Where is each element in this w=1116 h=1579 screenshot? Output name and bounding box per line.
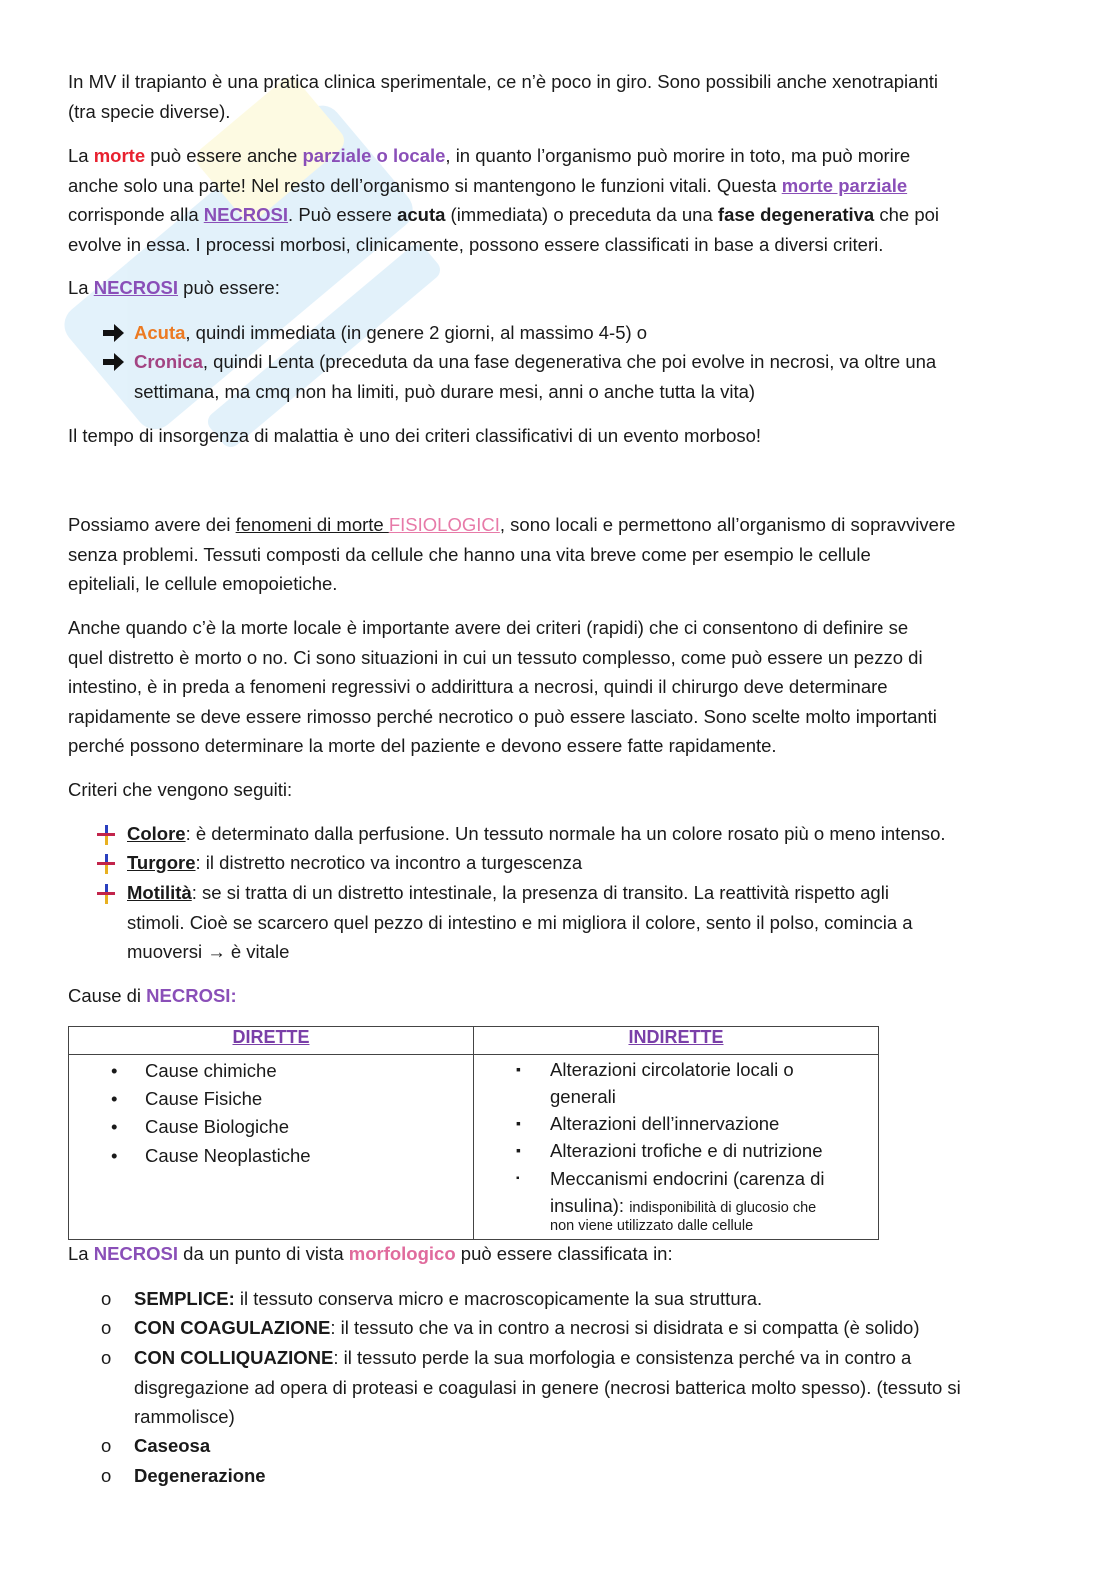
term-necrosi: NECROSI [203, 204, 289, 225]
text-line: epiteliali, le cellule emopoietiche. [68, 573, 338, 594]
list-item: Cause Fisiche [145, 1088, 263, 1109]
text-line: corrisponde alla NECROSI. Può essere acuta (immediata) o preceduta da una fase degenerativa che poi [68, 204, 940, 225]
text-line: quel distretto è morto o no. Ci sono situazioni in cui un tessuto complesso, come può essere un pezzo di [68, 646, 923, 668]
square-bullet-icon: ▪ [516, 1173, 520, 1184]
table-cell-indirette [474, 1055, 879, 1240]
bullet-icon: • [111, 1116, 118, 1137]
paragraph-cause: Cause di NECROSI: [68, 985, 237, 1006]
circle-bullet-icon: o [101, 1317, 112, 1338]
term-morte-parziale: morte parziale [781, 174, 908, 196]
list-item: insulina): indisponibilità di glucosio che [550, 1195, 817, 1216]
square-bullet-icon: ▪ [516, 1115, 521, 1131]
document-page: In MV il trapianto è una pratica clinica sperimentale, ce n’è poco in giro. Sono possibili anche xenotrapianti (tra specie diverse). La morte può essere anche parziale o locale, in quanto l’organismo può morire in toto, ma può morire anche solo una parte! Nel resto dell’organismo si mantengono le funzioni vitali. Questa morte parziale corrisponde alla NECROSI. Può essere acuta (immediata) o preceduta da una fase degenerativa che poi evolve in essa. I processi morbosi, clinicamente, possono essere classificati in base a diversi criteri. La NECROSI può essere: Acuta, quindi immediata (in genere 2 giorni, al massimo 4-5) o Cronica, quindi Lenta (preceduta da una fase degenerativa che poi evolve in necrosi, va oltre una settimana, ma cmq non ha limiti, può durare mesi, anni o anche tutta la vita) Il tempo di insorgenza di malattia è uno dei criteri classificativi di un evento morboso! Possiamo avere dei fenomeni di morte FISIOLOGICI, sono locali e permettono all’organismo di sopravvivere senza problemi. Tessuti composti da cellule che hanno una vita breve come per esempio le cellule epiteliali, le cellule emopoietiche. Anche quando c’è la morte locale è importante avere dei criteri (rapidi) che ci consentono di definire se quel distretto è morto o no. Ci sono situazioni in cui un tessuto complesso, come può essere un pezzo di intestino, è in preda a fenomeni regressivi o addirittura a necrosi, quindi il chirurgo deve determinare rapidamente se deve essere rimosso perché necrotico o può essere lasciato. Sono scelte molto importanti perché possono determinare la morte del paziente e devono essere fatte rapidamente. Criteri che vengono seguiti: Colore: è determinato dalla perfusione. Un tessuto normale ha un colore rosato più o meno intenso. Turgore: il distretto necrotico va incontro a turgescenza Motilità: se si tratta di un distretto intestinale, la presenza di transito. La reattività rispetto agli stimoli. Cioè se scarcero quel pezzo di intestino e mi migliora il colore, sento il polso, comincia a muoversi → è vitale Cause di NECROSI: DIRETTE INDIRETTE • Cause chimiche • Cause Fisiche • Cause Biologiche • Cause Neoplastiche ▪ Alterazioni circolatorie locali o generali ▪ Alterazioni dell’innervazione ▪ Alterazioni trofiche e di nutrizione ▪ Meccanismi endocrini (carenza di insulina): indisponibilità di glucosio che non viene utilizzato dalle cellule La NECROSI da un punto di vista morfologico può essere classificata in: o SEMPLICE: il tessuto conserva micro e macroscopicamente la sua struttura. o CON COAGULAZIONE: il tessuto che va in contro a necrosi si disidrata e si compatta (è solido) o CON COLLIQUAZIONE: il tessuto perde la sua morfologia e consistenza perché va in contro a disgregazione ad opera di proteasi e coagulasi in genere (necrosi batterica molto spesso). (tessuto si rammolisce) o Caseosa o Degenerazione [0, 0, 1116, 1579]
text-line: perché possono determinare la morte del paziente e devono essere fatte rapidamente. [68, 735, 777, 756]
text-line: Possiamo avere dei fenomeni di morte FISIOLOGICI, sono locali e permettono all’organismo di sopravvivere [68, 514, 956, 535]
pin-bullet-icon [94, 882, 118, 906]
arrow-right-icon [101, 321, 125, 345]
square-bullet-icon: ▪ [516, 1142, 521, 1158]
paragraph-morte [68, 141, 1068, 259]
pin-bullet-icon [94, 823, 118, 847]
bullet-icon: • [111, 1060, 118, 1081]
paragraph-criteri-seguiti: Criteri che vengono seguiti: [68, 779, 293, 800]
term-parziale: parziale o locale [302, 145, 446, 166]
text-line: evolve in essa. I processi morbosi, clinicamente, possono essere classificati in base a diversi criteri. [68, 233, 884, 255]
text-line: senza problemi. Tessuti composti da cellule che hanno una vita breve come per esempio le cellule [68, 543, 871, 565]
list-item: non viene utilizzato dalle cellule [550, 1218, 754, 1234]
table-header-dirette: DIRETTE [69, 1027, 474, 1055]
list-item: Alterazioni dell’innervazione [550, 1113, 780, 1134]
text-line: rapidamente se deve essere rimosso perché necrotico o può essere lasciato. Sono scelte molto importanti [68, 705, 937, 727]
list-item: Alterazioni trofiche e di nutrizione [550, 1140, 823, 1161]
square-bullet-icon: ▪ [516, 1061, 521, 1077]
term-morte: morte [93, 145, 146, 166]
text-line: In MV il trapianto è una pratica clinica sperimentale, ce n’è poco in giro. Sono possibili anche xenotrapianti [68, 71, 938, 92]
term-necrosi: NECROSI [93, 1243, 179, 1264]
text-line: Anche quando c’è la morte locale è importante avere dei criteri (rapidi) che ci consentono di definire se [68, 617, 909, 638]
list-item: Cause Neoplastiche [145, 1145, 311, 1166]
term-fisiologici: FISIOLOGICI [388, 514, 500, 535]
circle-bullet-icon: o [101, 1288, 112, 1309]
paragraph-morfologico: La NECROSI da un punto di vista morfologico può essere classificata in: [68, 1243, 673, 1264]
term-morfologico: morfologico [348, 1243, 456, 1264]
text-line: La morte può essere anche parziale o locale, in quanto l’organismo può morire in toto, ma può morire [68, 145, 911, 166]
circle-bullet-icon: o [101, 1347, 112, 1368]
pin-bullet-icon [94, 852, 118, 876]
list-item: Alterazioni circolatorie locali o [550, 1059, 794, 1080]
paragraph-tempo: Il tempo di insorgenza di malattia è uno dei criteri classificativi di un evento morboso! [68, 425, 762, 446]
list-item: Cause Biologiche [145, 1116, 289, 1137]
paragraph-fisiologici [68, 510, 1068, 599]
list-item: Cause chimiche [145, 1060, 277, 1081]
table-header-indirette: INDIRETTE [474, 1027, 879, 1055]
bullet-icon: • [111, 1088, 118, 1109]
paragraph-necrosi-puo: La NECROSI può essere: [68, 277, 280, 298]
circle-bullet-icon: o [101, 1435, 112, 1456]
text-line: intestino, è in preda a fenomeni regressivi o addirittura a necrosi, quindi il chirurgo deve determinare [68, 676, 888, 697]
paragraph-trapianto [68, 67, 1068, 126]
paragraph-criteri-rapidi [68, 613, 1068, 761]
table-cell-dirette [69, 1055, 474, 1240]
arrow-icon: → [207, 941, 226, 962]
causes-table [68, 1026, 879, 1240]
bullet-icon: • [111, 1145, 118, 1166]
list-item: Meccanismi endocrini (carenza di [550, 1168, 825, 1189]
term-necrosi: NECROSI [93, 277, 179, 298]
text-line: anche solo una parte! Nel resto dell’organismo si mantengono le funzioni vitali. Questa morte parziale [68, 174, 908, 196]
list-item: generali [550, 1086, 616, 1107]
circle-bullet-icon: o [101, 1465, 112, 1486]
arrow-right-icon [101, 350, 125, 374]
text-line: (tra specie diverse). [68, 100, 231, 122]
term-necrosi: NECROSI: [146, 985, 237, 1006]
